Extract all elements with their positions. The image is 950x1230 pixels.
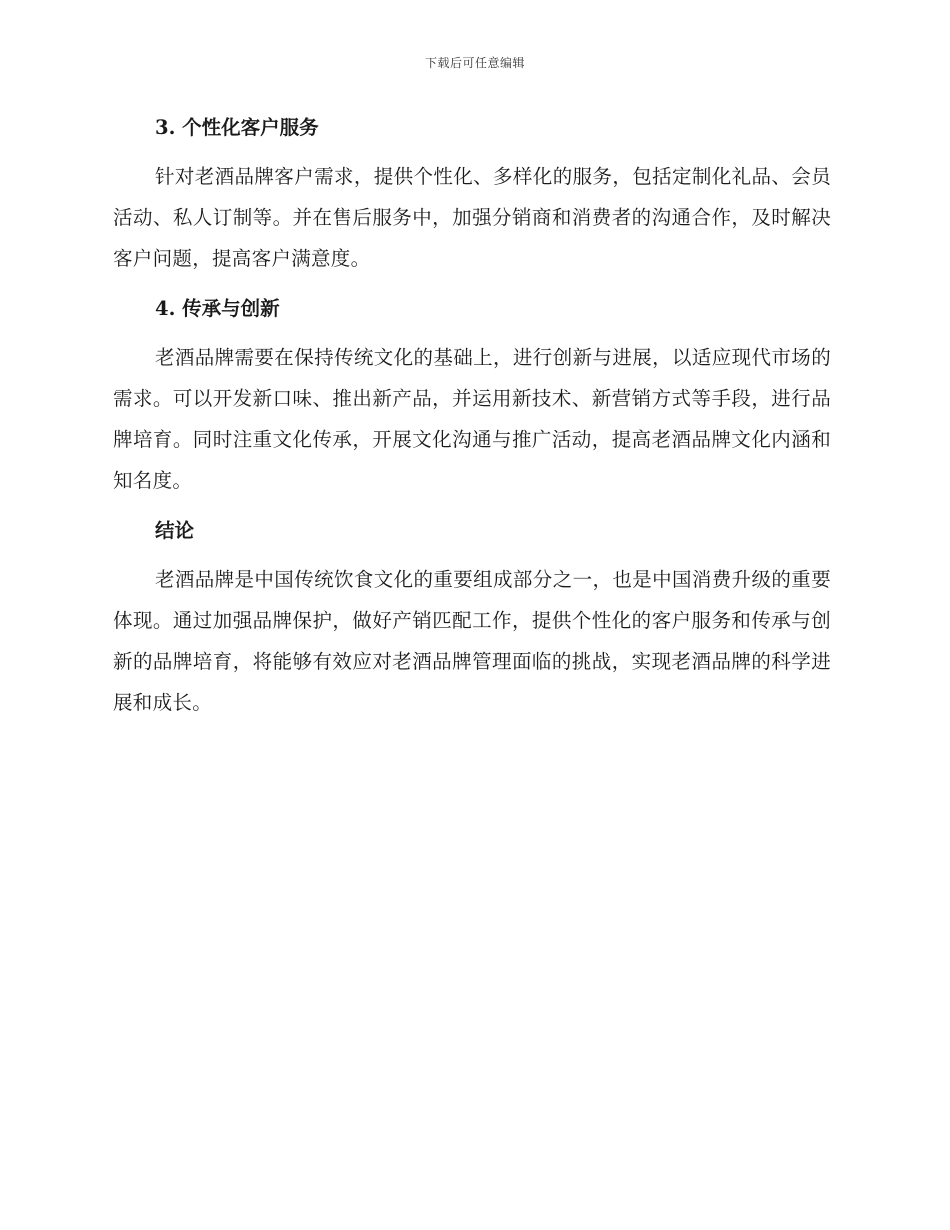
document-content <box>113 110 831 723</box>
section-conclusion <box>113 513 831 723</box>
section-paragraph: 老酒品牌需要在保持传统文化的基础上，进行创新与进展，以适应现代市场的需求。可以开发新口味、推出新产品，并运用新技术、新营销方式等手段，进行品牌培育。同时注重文化传承，开展文化沟通与推广活动，提高老酒品牌文化内涵和知名度。 <box>113 346 831 492</box>
section-paragraph: 老酒品牌是中国传统饮食文化的重要组成部分之一，也是中国消费升级的重要体现。通过加强品牌保护，做好产销匹配工作，提供个性化的客户服务和传承与创新的品牌培育，将能够有效应对老酒品牌管理面临的挑战，实现老酒品牌的科学进展和成长。 <box>113 568 831 714</box>
section-heading: 3. 个性化客户服务 <box>155 116 319 139</box>
section-heading: 结论 <box>155 519 195 542</box>
section-customer-service <box>113 110 831 291</box>
section-paragraph: 针对老酒品牌客户需求，提供个性化、多样化的服务，包括定制化礼品、会员活动、私人订制等。并在售后服务中，加强分销商和消费者的沟通合作，及时解决客户问题，提高客户满意度。 <box>113 165 831 270</box>
section-heading: 4. 传承与创新 <box>155 297 280 320</box>
section-heritage-innovation <box>113 291 831 513</box>
page-header-note: 下载后可任意编辑 <box>424 56 525 70</box>
